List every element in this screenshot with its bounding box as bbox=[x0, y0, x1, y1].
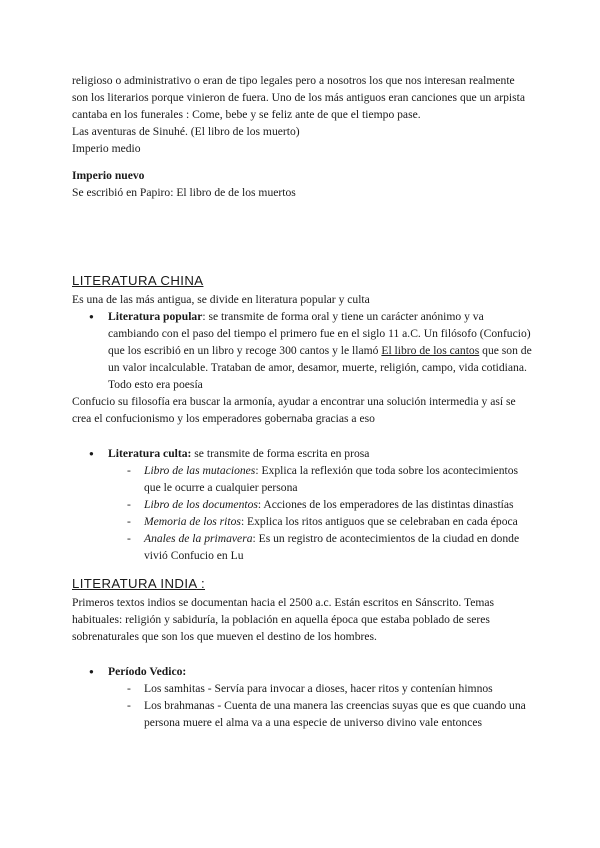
imperio-nuevo-text: Se escribió en Papiro: El libro de de los muertos bbox=[72, 186, 296, 199]
culta-text: se transmite de forma escrita en prosa bbox=[191, 447, 370, 460]
culta-item-title: Memoria de los ritos bbox=[144, 515, 241, 528]
list-item bbox=[72, 496, 532, 513]
india-vedico-list bbox=[72, 663, 532, 680]
culta-label: Literatura culta: bbox=[108, 447, 192, 460]
popular-text-a: : se transmite de forma oral y tiene un carácter anónimo y va cambiando con el paso del tiempo el primero fue en el siglo 11 a.C. Un filósofo (Confucio) que los escribió en un libro y recoge 300 cantos y le llamó bbox=[108, 310, 531, 357]
list-item bbox=[72, 530, 532, 564]
india-heading-text: LITERATURA INDIA bbox=[72, 576, 197, 591]
culta-item-text: : Explica la reflexión que toda sobre los acontecimientos que le ocurre a cualquier persona bbox=[144, 464, 519, 494]
confucio-paragraph: Confucio su filosofía era buscar la armonía, ayudar a encontrar una solución intermedia y así se crea el confucionismo y los emperadores gobernaba gracias a eso bbox=[72, 395, 516, 425]
imperio-medio-line: Imperio medio bbox=[72, 142, 141, 155]
culta-item-title: Anales de la primavera bbox=[144, 532, 253, 545]
china-intro: Es una de las más antigua, se divide en literatura popular y culta bbox=[72, 293, 370, 306]
culta-sublist bbox=[72, 462, 532, 564]
list-item bbox=[72, 308, 532, 393]
culta-item-text: : Acciones de los emperadores de las distintas dinastías bbox=[257, 498, 514, 511]
intro-paragraph: religioso o administrativo o eran de tipo legales pero a nosotros los que nos interesan realmente son los literarios porque vinieron de fuera. Uno de los más antiguos eran canciones que un arpista cantaba en los funerales : Come, bebe y se feliz ante de que el tiempo pase. bbox=[72, 74, 525, 121]
india-heading-suffix: : bbox=[196, 576, 206, 591]
culta-item-title: Libro de los documentos bbox=[144, 498, 258, 511]
list-item: - Los samhitas - Servía para invocar a dioses, hacer ritos y contenían himnos bbox=[72, 680, 532, 697]
list-item: - Los brahmanas - Cuenta de una manera las creencias suyas que es que cuando una persona muere el alma va a una especie de universo divino vale entonces bbox=[72, 697, 532, 731]
libro-cantos-link[interactable]: El libro de los cantos bbox=[381, 344, 480, 357]
culta-item-text: : Explica los ritos antiguos que se celebraban en cada época bbox=[240, 515, 518, 528]
vedico-sublist bbox=[72, 680, 532, 731]
list-item bbox=[72, 462, 532, 496]
india-intro: Primeros textos indios se documentan hacia el 2500 a.c. Están escritos en Sánscrito. Temas habituales: religión y sabiduría, la población en aquella época que estaba poblado de seres sobrenaturales que son los que mueven el destino de los hombres. bbox=[72, 596, 495, 643]
list-item bbox=[72, 445, 532, 462]
imperio-nuevo-title: Imperio nuevo bbox=[72, 169, 145, 182]
culta-item-title: Libro de las mutaciones bbox=[144, 464, 256, 477]
china-popular-list bbox=[72, 308, 532, 393]
vedico-label: Período Vedico: bbox=[108, 665, 187, 678]
document-page bbox=[72, 72, 532, 731]
sinuhe-line: Las aventuras de Sinuhé. (El libro de los muerto) bbox=[72, 125, 300, 138]
popular-text-b: que son de un valor incalculable. Trataban de amor, desamor, muerte, religión, campo, vida cotidiana. Todo esto era poesía bbox=[108, 344, 532, 391]
china-culta-list bbox=[72, 445, 532, 462]
popular-label: Literatura popular bbox=[108, 310, 203, 323]
list-item bbox=[72, 513, 532, 530]
culta-item-text: : Es un registro de acontecimientos de la ciudad en donde vivió Confucio en Lu bbox=[144, 532, 520, 562]
india-heading bbox=[72, 574, 532, 594]
china-heading: LITERATURA CHINA bbox=[72, 273, 204, 288]
list-item bbox=[72, 663, 532, 680]
